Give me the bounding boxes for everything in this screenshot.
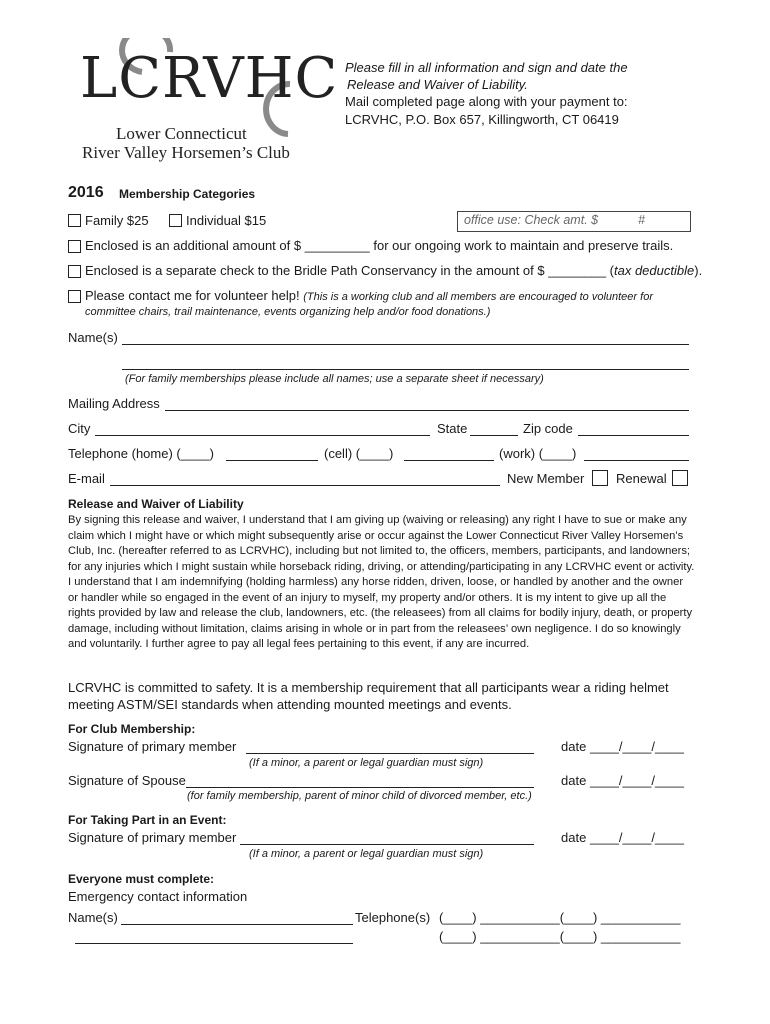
zip-label: Zip code	[523, 421, 573, 436]
logo-letters: LCRVHC	[80, 46, 339, 111]
spouse-date-input[interactable]: ____/____/____	[589, 773, 684, 788]
additional-amount-label: Enclosed is an additional amount of $ _________ for our ongoing work to maintain and preserve trails.	[85, 238, 674, 253]
event-heading: For Taking Part in an Event:	[68, 813, 227, 827]
conservancy-checkbox[interactable]	[68, 265, 81, 278]
membership-heading: Membership Categories	[119, 187, 256, 201]
event-date-input[interactable]: ____/____/____	[589, 830, 684, 845]
emergency-telephones-label: Telephone(s)	[355, 910, 431, 925]
emergency-contact-label: Emergency contact information	[68, 889, 248, 904]
individual-label: Individual $15	[186, 213, 267, 228]
home-phone-input[interactable]	[226, 460, 318, 461]
additional-amount-checkbox[interactable]	[68, 240, 81, 253]
renewal-checkbox[interactable]	[672, 470, 688, 486]
membership-year: 2016	[68, 184, 104, 201]
conservancy-label: Enclosed is a separate check to the Bridle Path Conservancy in the amount of $ ________ (tax deductible).	[85, 263, 703, 278]
primary-date-label: date ____/____/____	[561, 739, 684, 754]
mailing-address-label: Mailing Address	[68, 396, 160, 411]
home-phone-label: Telephone (home) (____)	[68, 446, 214, 461]
office-use-box	[457, 211, 691, 232]
office-use-label: office use: Check amt. $	[464, 213, 599, 227]
city-input[interactable]	[95, 435, 430, 436]
state-input[interactable]	[470, 435, 518, 436]
email-input[interactable]	[110, 485, 500, 486]
primary-signature-label: Signature of primary member	[68, 739, 237, 754]
instruction-line3: Mail completed page along with your payment to:	[345, 94, 628, 109]
release-text: By signing this release and waiver, I understand that I am giving up (waiving or releasing) any right I have to sue or make any claim which I might have or which might subsequently arise or occur against the Lower Connecticut River Valley Horsemen’s Club, Inc. (hereafter referred to as LCRVHC), including but not limited to, the officers, members, participants, and landowners; for any injuries which I might sustain while horseback riding, driving, or attending/participating in any LCRVHC event or activity. I understand that I am indemnifying (holding harmless) any horse ridden, driven, loose, or handled by another and the owner or handler while so engaged in the event of an injury to myself, my property and/or others. It is my intent to give up all the rights provided by law and release the club, landowners, etc. (the releasees) from all claims for bodily injury, death, or property damage, including without limitation, claims arising in whole or in part from the releasees’ own negligence. I do so knowingly and voluntarily. I further agree to pay all legal fees pertaining to this event, if any are incurred.	[68, 514, 695, 650]
mailing-address: LCRVHC, P.O. Box 657, Killingworth, CT 06419	[345, 112, 619, 127]
state-label: State	[437, 421, 468, 436]
everyone-heading: Everyone must complete:	[68, 872, 215, 886]
spouse-date-label: date ____/____/____	[561, 773, 684, 788]
volunteer-label: Please contact me for volunteer help! (This is a working club and all members are encouraged to volunteer for	[85, 288, 653, 303]
mailing-address-input[interactable]	[165, 410, 689, 411]
event-date-label: date ____/____/____	[561, 830, 684, 845]
city-label: City	[68, 421, 91, 436]
spouse-signature-label: Signature of Spouse	[68, 773, 186, 788]
new-member-checkbox[interactable]	[592, 470, 608, 486]
individual-checkbox[interactable]	[169, 214, 182, 227]
cell-phone-input[interactable]	[404, 460, 494, 461]
safety-statement: LCRVHC is committed to safety. It is a membership requirement that all participants wear a riding helmet meeting ASTM/SEI standards when attending mounted meetings and events.	[68, 680, 669, 712]
event-signature-label: Signature of primary member	[68, 830, 237, 845]
instruction-line2: Release and Waiver of Liability.	[347, 77, 528, 92]
release-heading: Release and Waiver of Liability	[68, 497, 244, 511]
primary-date-input[interactable]: ____/____/____	[589, 739, 684, 754]
volunteer-checkbox[interactable]	[68, 290, 81, 303]
minor-note: (If a minor, a parent or legal guardian must sign)	[249, 757, 484, 769]
family-label: Family $25	[85, 213, 149, 228]
renewal-label: Renewal	[616, 471, 667, 486]
emergency-phone-input-2[interactable]: (____) ___________(____) ___________	[439, 929, 681, 944]
work-phone-label: (work) (____)	[499, 446, 577, 461]
logo-line2: River Valley Horsemen’s Club	[82, 143, 290, 162]
names-input[interactable]	[122, 344, 689, 345]
work-phone-input[interactable]	[584, 460, 689, 461]
names-label: Name(s)	[68, 330, 118, 345]
emergency-name-input-2[interactable]	[75, 943, 353, 944]
family-names-note: (For family memberships please include all names; use a separate sheet if necessary)	[125, 373, 544, 385]
primary-signature-input[interactable]	[246, 753, 534, 754]
office-use-hash: #	[638, 213, 645, 227]
zip-input[interactable]	[578, 435, 689, 436]
logo-line1: Lower Connecticut	[116, 124, 247, 143]
volunteer-note: committee chairs, trail maintenance, events organizing help and/or food donations.)	[85, 306, 491, 318]
cell-phone-label: (cell) (____)	[324, 446, 394, 461]
emergency-phone-input-1[interactable]: (____) ___________(____) ___________	[439, 910, 681, 925]
emergency-names-label: Name(s)	[68, 910, 118, 925]
instruction-line1: Please fill in all information and sign and date the	[345, 60, 628, 75]
club-membership-heading: For Club Membership:	[68, 722, 196, 736]
email-label: E-mail	[68, 471, 105, 486]
family-checkbox[interactable]	[68, 214, 81, 227]
event-signature-input[interactable]	[240, 844, 534, 845]
names-input-2[interactable]	[122, 369, 689, 370]
emergency-name-input[interactable]	[121, 924, 353, 925]
spouse-signature-input[interactable]	[186, 787, 534, 788]
new-member-label: New Member	[507, 471, 585, 486]
event-minor-note: (If a minor, a parent or legal guardian must sign)	[249, 848, 484, 860]
family-membership-note: (for family membership, parent of minor child of divorced member, etc.)	[187, 790, 532, 802]
